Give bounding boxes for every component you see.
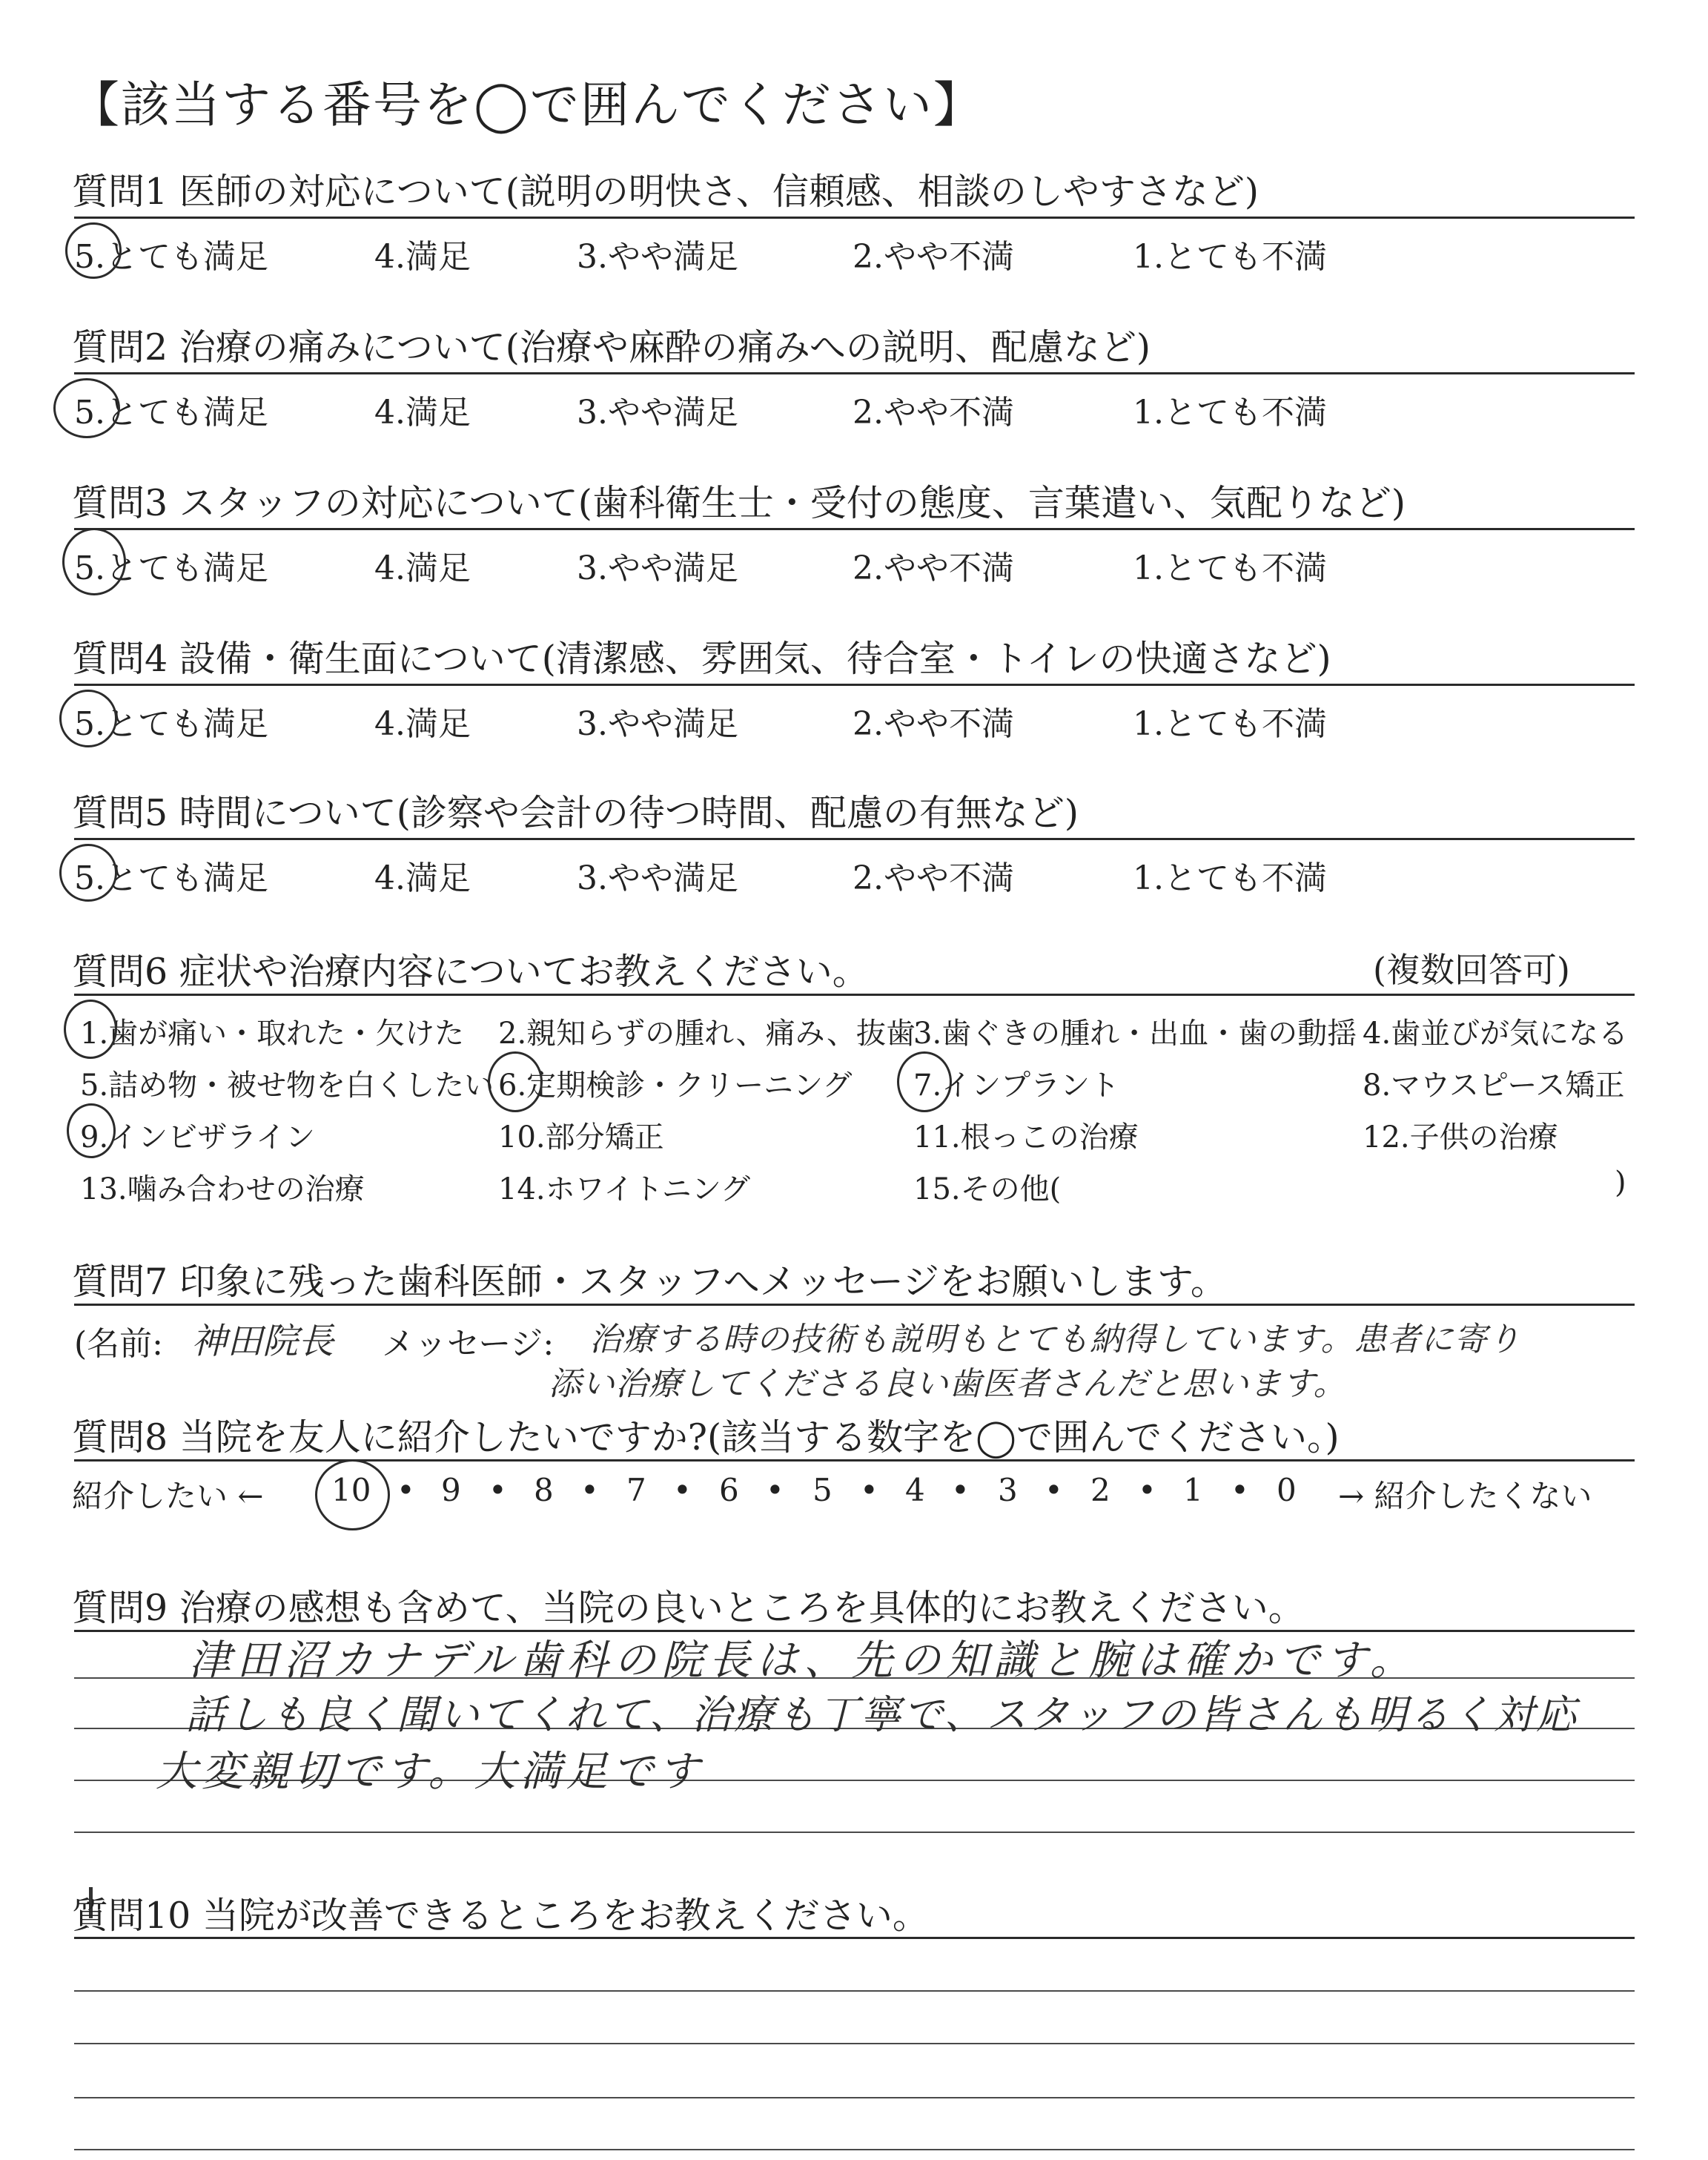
question-1-rule <box>74 217 1635 219</box>
option-2[interactable]: 2.やや不満 <box>853 238 1014 276</box>
question-10-title: 質問10 当院が改善できるところをお教えください。 <box>72 1895 929 1937</box>
question-5-title: 質問5 時間について(診察や会計の待つ時間、配慮の有無など) <box>72 792 1079 834</box>
question-3-rule <box>74 528 1635 530</box>
option-1[interactable]: 1.とても不満 <box>1133 238 1327 276</box>
answer-line <box>74 2097 1635 2098</box>
selection-circle <box>65 222 122 279</box>
scale-0[interactable]: 0 <box>1277 1472 1297 1508</box>
selection-circle <box>315 1459 390 1530</box>
question-6-rule <box>74 994 1635 996</box>
scale-dot: • <box>766 1472 784 1508</box>
scale-7[interactable]: 7 <box>626 1472 646 1508</box>
option-4[interactable]: 4.満足 <box>374 394 471 432</box>
scale-4[interactable]: 4 <box>905 1472 925 1508</box>
option-2[interactable]: 2.やや不満 <box>853 705 1014 743</box>
selection-circle <box>62 528 126 595</box>
option-5[interactable]: 5.とても満足 <box>74 394 268 432</box>
option-1[interactable]: 1.とても不満 <box>1133 859 1327 897</box>
selection-circle <box>488 1051 543 1112</box>
option-4[interactable]: 4.満足 <box>374 705 471 743</box>
option-3[interactable]: 3.やや満足 <box>577 238 738 276</box>
symptom-item[interactable]: 2.親知らずの腫れ、痛み、抜歯 <box>498 1017 916 1051</box>
option-4[interactable]: 4.満足 <box>374 238 471 276</box>
message-line-1[interactable]: 治療する時の技術も説明もとても納得しています。患者に寄り <box>589 1321 1521 1358</box>
page-header: 【該当する番号を◯で囲んでください】 <box>70 76 984 133</box>
scale-dot: • <box>397 1472 415 1508</box>
option-4[interactable]: 4.満足 <box>374 549 471 587</box>
answer-handwriting-line-1[interactable]: 津田沼カナデル歯科の院長は、先の知識と腕は確かです。 <box>189 1636 1417 1685</box>
option-4[interactable]: 4.満足 <box>374 859 471 897</box>
symptom-item[interactable]: 6.定期検診・クリーニング <box>498 1069 853 1103</box>
answer-line <box>74 1990 1635 1992</box>
option-3[interactable]: 3.やや満足 <box>577 859 738 897</box>
answer-handwriting-line-2[interactable]: 話しも良く聞いてくれて、治療も丁寧で、スタッフの皆さんも明るく対応 <box>185 1691 1578 1738</box>
option-5[interactable]: 5.とても満足 <box>74 705 268 743</box>
message-line-2[interactable]: 添い治療してくださる良い歯医者さんだと思います。 <box>549 1365 1347 1403</box>
question-10-rule <box>74 1937 1635 1939</box>
scale-dot: • <box>580 1472 599 1508</box>
symptom-item[interactable]: 4.歯並びが気になる <box>1363 1017 1629 1051</box>
option-2[interactable]: 2.やや不満 <box>853 394 1014 432</box>
scale-3[interactable]: 3 <box>998 1472 1018 1508</box>
multiple-answers-note: (複数回答可) <box>1373 950 1570 990</box>
question-3-title: 質問3 スタッフの対応について(歯科衛生士・受付の態度、言葉遣い、気配りなど) <box>72 482 1406 524</box>
symptom-item[interactable]: 13.噛み合わせの治療 <box>80 1172 365 1206</box>
option-1[interactable]: 1.とても不満 <box>1133 549 1327 587</box>
option-2[interactable]: 2.やや不満 <box>853 859 1014 897</box>
symptom-item[interactable]: 15.その他( <box>913 1172 1062 1206</box>
question-7-title: 質問7 印象に残った歯科医師・スタッフへメッセージをお願いします。 <box>72 1261 1227 1303</box>
name-value[interactable]: 神田院長 <box>191 1321 334 1362</box>
selection-circle <box>59 690 117 747</box>
selection-circle <box>897 1051 952 1112</box>
option-1[interactable]: 1.とても不満 <box>1133 705 1327 743</box>
option-5[interactable]: 5.とても満足 <box>74 549 268 587</box>
question-7-rule <box>74 1304 1635 1306</box>
answer-handwriting-line-3[interactable]: 大変親切です。大満足です <box>156 1748 704 1796</box>
question-8-title: 質問8 当院を友人に紹介したいですか?(該当する数字を◯で囲んでください。) <box>72 1416 1340 1459</box>
scale-5[interactable]: 5 <box>812 1472 833 1508</box>
option-1[interactable]: 1.とても不満 <box>1133 394 1327 432</box>
scale-8[interactable]: 8 <box>534 1472 554 1508</box>
scale-6[interactable]: 6 <box>719 1472 739 1508</box>
scale-dot: • <box>1045 1472 1063 1508</box>
scale-left-label: 紹介したい ← <box>72 1478 264 1514</box>
option-3[interactable]: 3.やや満足 <box>577 394 738 432</box>
question-4-title: 質問4 設備・衛生面について(清潔感、雰囲気、待合室・トイレの快適さなど) <box>72 638 1331 680</box>
symptom-item[interactable]: 12.子供の治療 <box>1363 1120 1558 1155</box>
message-label: メッセージ: <box>382 1325 555 1363</box>
symptom-item[interactable]: 7.インプラント <box>913 1069 1120 1103</box>
scale-dot: • <box>673 1472 692 1508</box>
scale-dot: • <box>860 1472 878 1508</box>
scale-dot: • <box>489 1472 507 1508</box>
question-4-rule <box>74 684 1635 686</box>
answer-line <box>74 2149 1635 2150</box>
symptom-item[interactable]: 3.歯ぐきの腫れ・出血・歯の動揺 <box>913 1017 1357 1051</box>
answer-line <box>74 1832 1635 1833</box>
symptom-item[interactable]: 5.詰め物・被せ物を白くしたい <box>80 1069 494 1103</box>
scale-dot: • <box>951 1472 970 1508</box>
selection-circle <box>64 1000 117 1059</box>
option-3[interactable]: 3.やや満足 <box>577 705 738 743</box>
scale-2[interactable]: 2 <box>1090 1472 1110 1508</box>
symptom-item[interactable]: 11.根っこの治療 <box>913 1120 1139 1155</box>
option-5[interactable]: 5.とても満足 <box>74 238 268 276</box>
selection-circle <box>67 1103 116 1158</box>
question-2-title: 質問2 治療の痛みについて(治療や麻酔の痛みへの説明、配慮など) <box>72 326 1151 369</box>
question-8-rule <box>74 1459 1635 1462</box>
answer-line <box>74 2043 1635 2044</box>
symptom-item[interactable]: 9.インビザライン <box>80 1120 315 1155</box>
selection-circle <box>53 378 120 438</box>
option-3[interactable]: 3.やや満足 <box>577 549 738 587</box>
scale-10[interactable]: 10 <box>331 1472 371 1508</box>
scale-9[interactable]: 9 <box>441 1472 461 1508</box>
scale-1[interactable]: 1 <box>1183 1472 1203 1508</box>
question-5-rule <box>74 838 1635 840</box>
question-2-rule <box>74 372 1635 374</box>
question-6-title: 質問6 症状や治療内容についてお教えください。 <box>72 951 869 993</box>
question-1-title: 質問1 医師の対応について(説明の明快さ、信頼感、相談のしやすさなど) <box>72 171 1260 213</box>
symptom-item[interactable]: 8.マウスピース矯正 <box>1363 1069 1625 1103</box>
scale-dot: • <box>1231 1472 1249 1508</box>
question-9-title: 質問9 治療の感想も含めて、当院の良いところを具体的にお教えください。 <box>72 1587 1305 1629</box>
scale-right-label: → 紹介したくない <box>1338 1478 1592 1514</box>
name-label: (名前: <box>74 1325 163 1363</box>
other-close-paren: ) <box>1615 1166 1626 1200</box>
symptom-item[interactable]: 14.ホワイトニング <box>498 1172 751 1206</box>
selection-circle <box>59 844 117 902</box>
symptom-item[interactable]: 10.部分矯正 <box>498 1120 664 1155</box>
scale-dot: • <box>1138 1472 1156 1508</box>
symptom-item[interactable]: 1.歯が痛い・取れた・欠けた <box>80 1017 465 1051</box>
option-2[interactable]: 2.やや不満 <box>853 549 1014 587</box>
option-5[interactable]: 5.とても満足 <box>74 859 268 897</box>
